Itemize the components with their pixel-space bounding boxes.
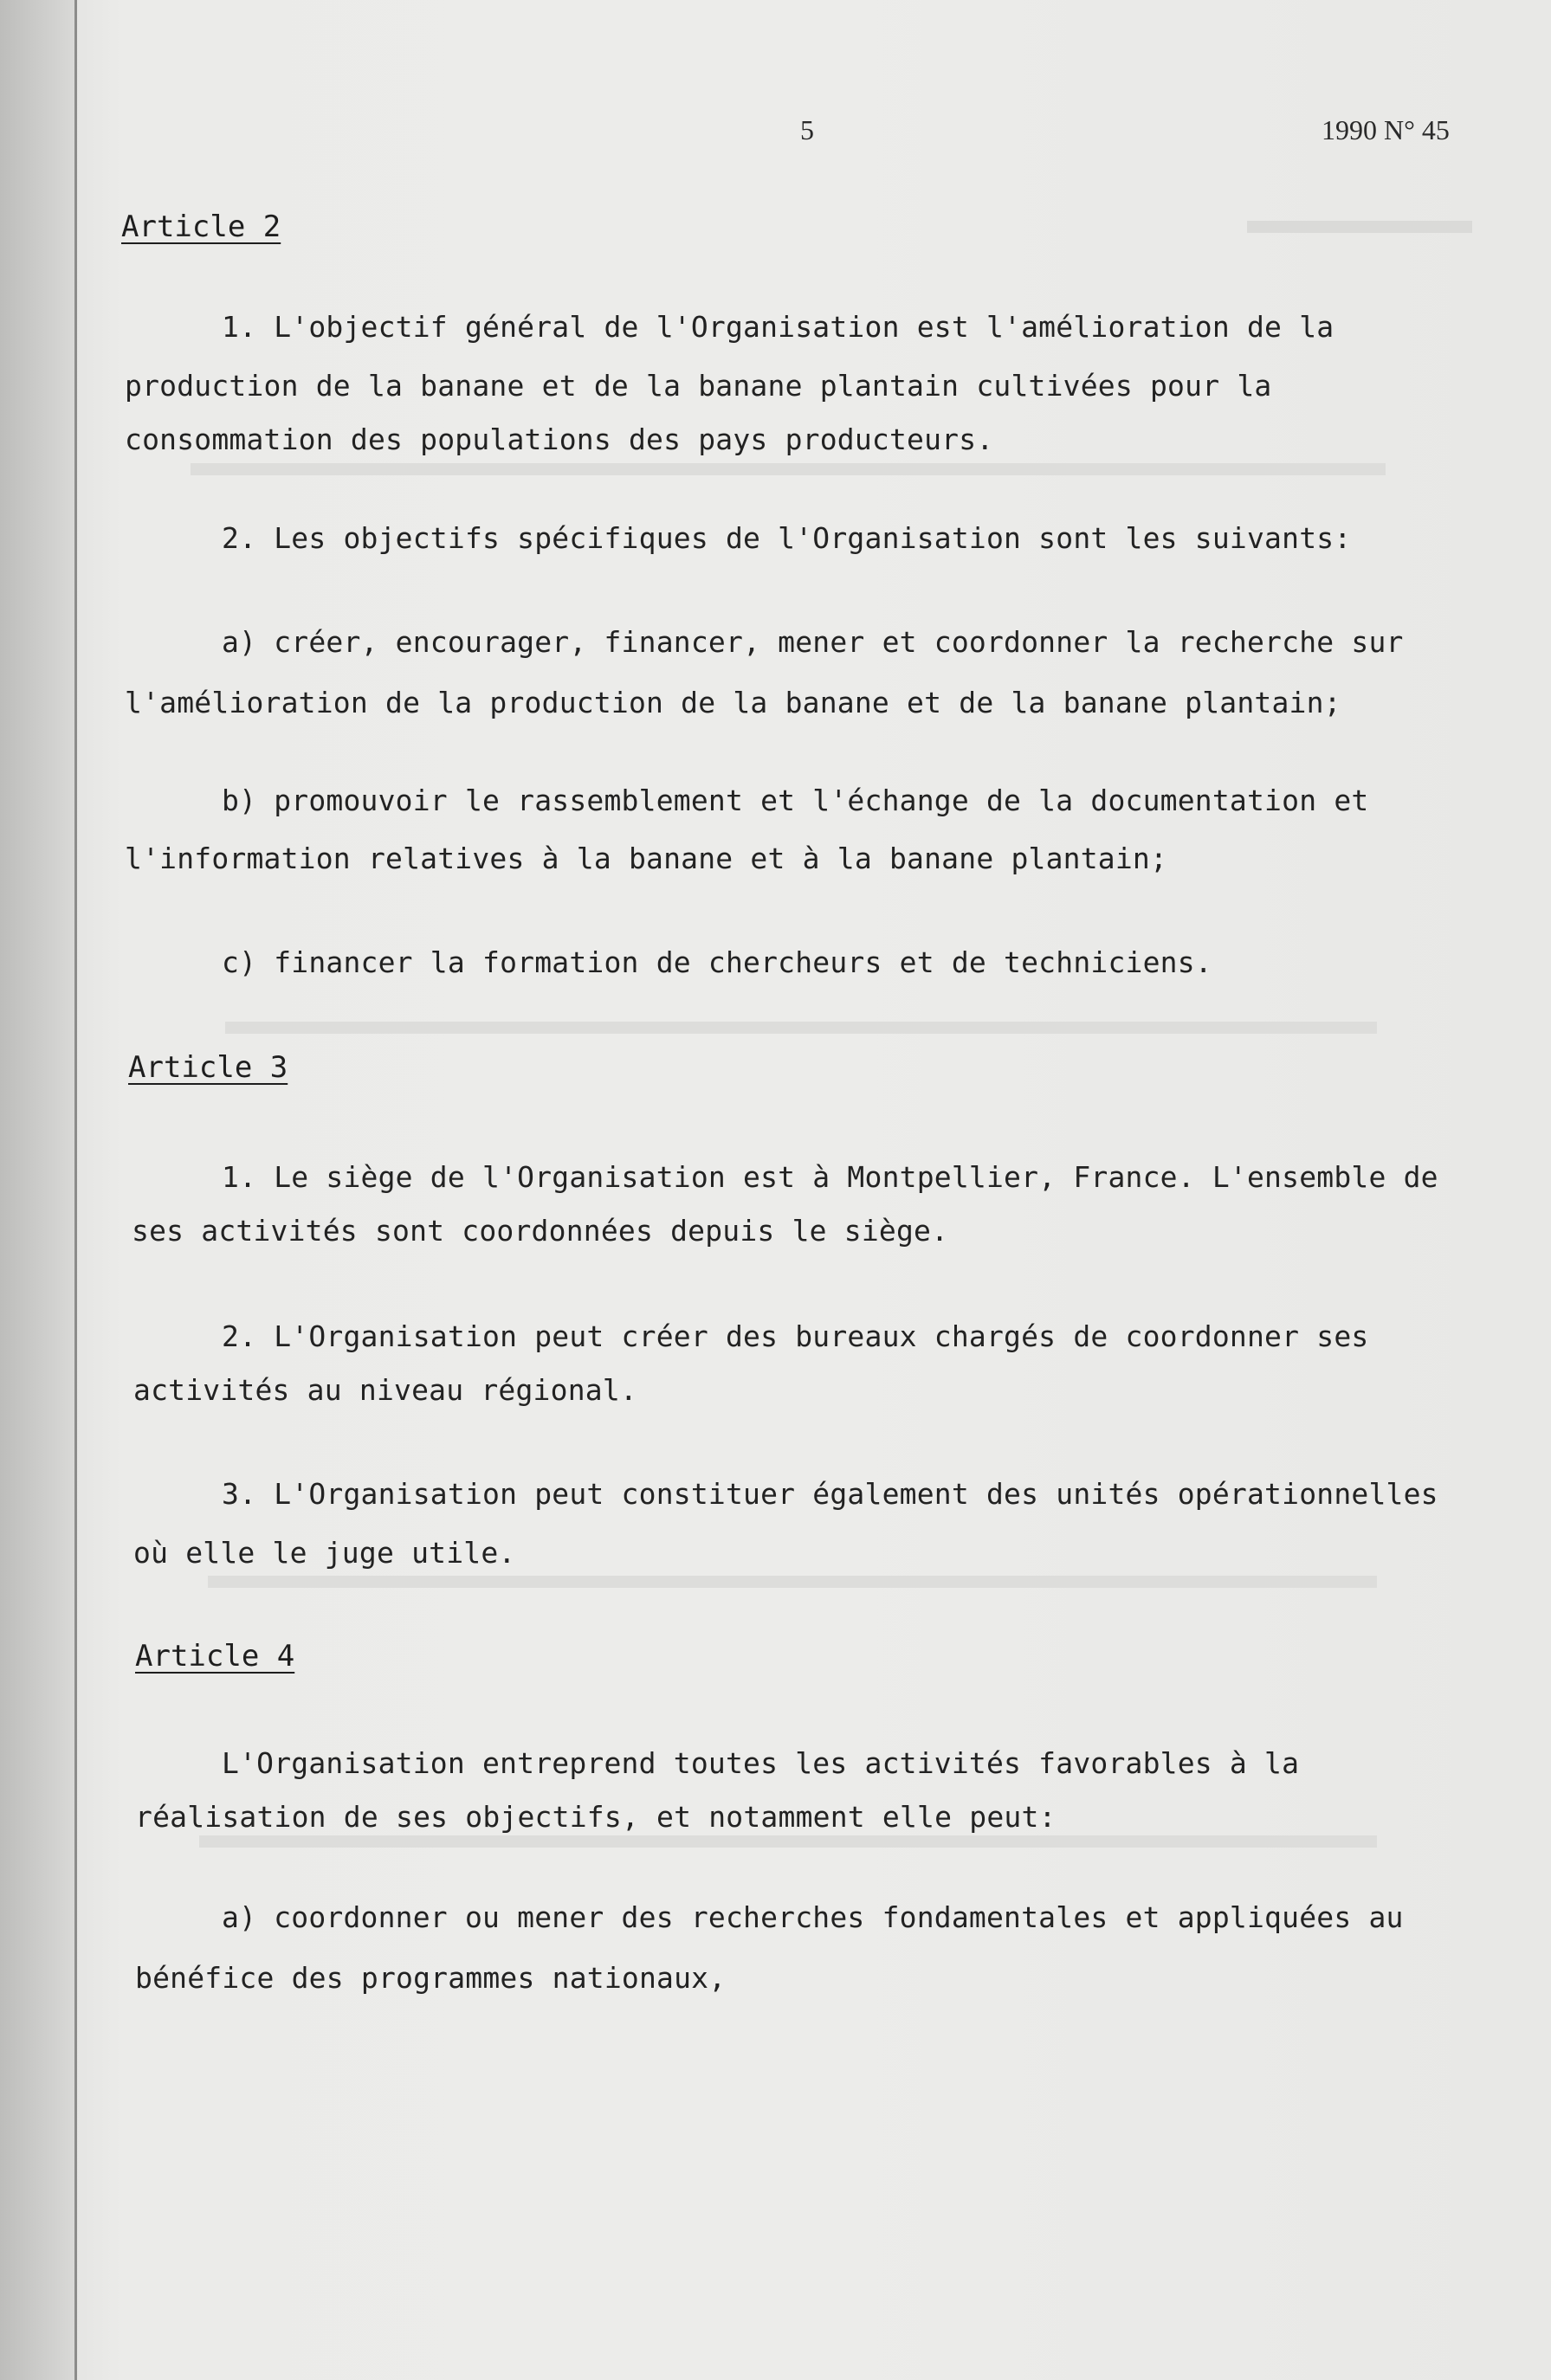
article-4-heading: Article 4 [135,1639,295,1674]
binding-shadow [0,0,74,2380]
article-2-heading: Article 2 [121,210,281,244]
article-2-paragraph-1-line-2: production de la banane et de la banane plantain cultivées pour la [125,369,1272,403]
article-3-paragraph-1-line-1: 1. Le siège de l'Organisation est à Montpellier, France. L'ensemble de [222,1160,1438,1194]
article-3-paragraph-3-line-1: 3. L'Organisation peut constituer également des unités opérationnelles [222,1477,1438,1511]
article-2-item-a-line-1: a) créer, encourager, financer, mener et coordonner la recherche sur [222,625,1404,659]
article-2-paragraph-1-line-3: consommation des populations des pays producteurs. [125,422,994,456]
article-3-paragraph-2-line-1: 2. L'Organisation peut créer des bureaux chargés de coordonner ses [222,1319,1369,1353]
article-3-paragraph-1-line-2: ses activités sont coordonnées depuis le siège. [132,1214,949,1248]
article-2-paragraph-1-line-1: 1. L'objectif général de l'Organisation est l'amélioration de la [222,310,1335,344]
article-2-item-c: c) financer la formation de chercheurs et de techniciens. [222,945,1212,979]
article-4-paragraph-1-line-1: L'Organisation entreprend toutes les activités favorables à la [222,1746,1300,1780]
article-4-item-a-line-2: bénéfice des programmes nationaux, [135,1961,727,1995]
article-3-paragraph-2-line-2: activités au niveau régional. [133,1373,637,1407]
page-number: 5 [800,114,814,145]
article-2-item-b-line-2: l'information relatives à la banane et à la banane plantain; [125,842,1168,875]
document-reference: 1990 N° 45 [1322,114,1450,145]
article-3-paragraph-3-line-2: où elle le juge utile. [133,1536,516,1570]
article-2-item-b-line-1: b) promouvoir le rassemblement et l'échange de la documentation et [222,784,1369,817]
binding-edge [74,0,77,2380]
article-2-paragraph-2: 2. Les objectifs spécifiques de l'Organisation sont les suivants: [222,521,1352,555]
article-2-item-a-line-2: l'amélioration de la production de la banane et de la banane plantain; [125,686,1341,719]
article-4-paragraph-1-line-2: réalisation de ses objectifs, et notamment elle peut: [135,1800,1057,1834]
article-4-item-a-line-1: a) coordonner ou mener des recherches fondamentales et appliquées au [222,1900,1404,1934]
article-3-heading: Article 3 [128,1050,288,1085]
